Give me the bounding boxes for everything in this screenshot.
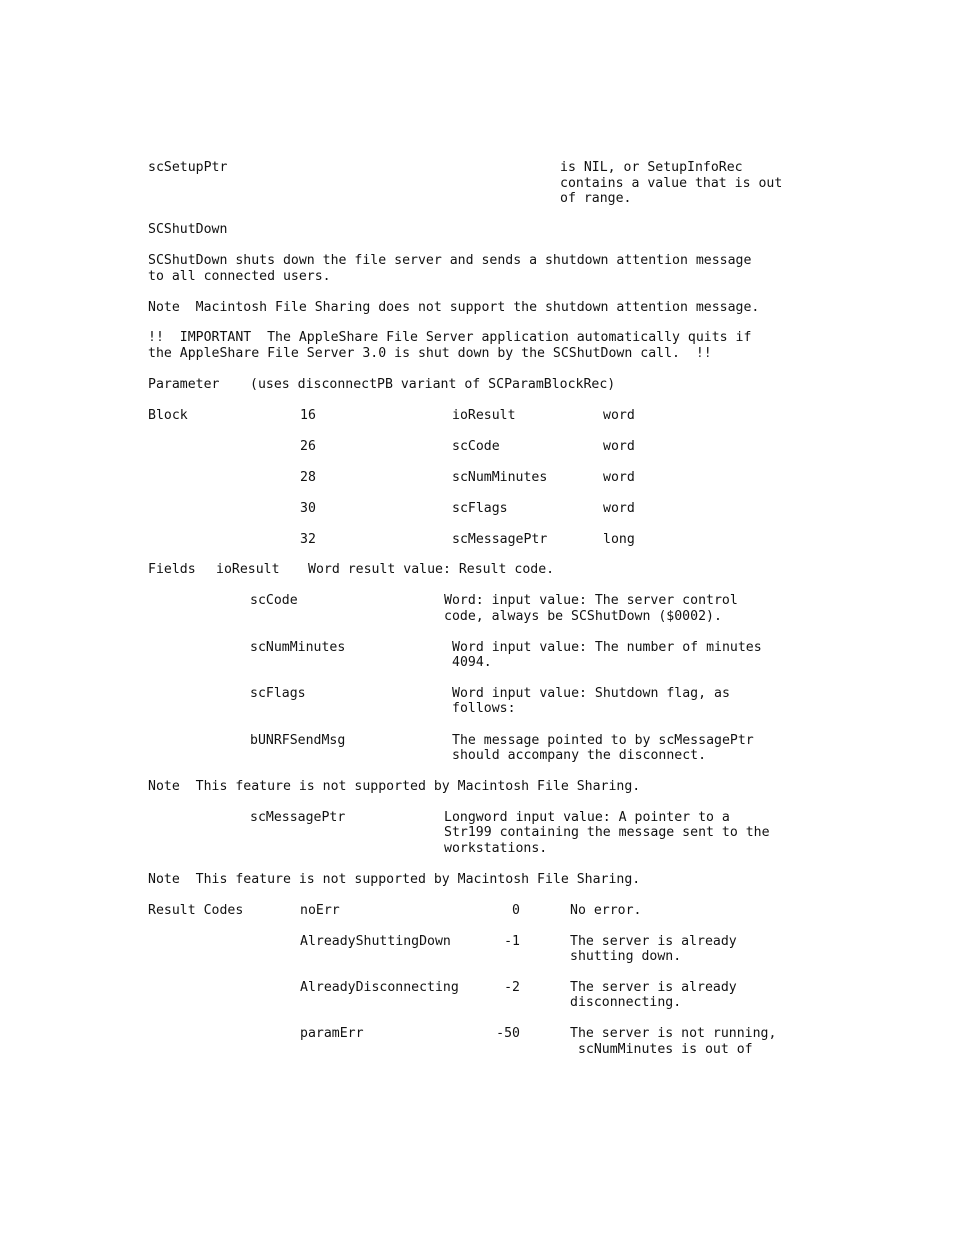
intro-line: SCShutDown shuts down the file server and sends a shutdown attention message [148, 253, 752, 268]
field-desc-line: Word input value: Shutdown flag, as [452, 686, 730, 701]
important-line: the AppleShare File Server 3.0 is shut down by the SCShutDown call. !! [148, 346, 712, 361]
block-field-type: word [603, 470, 635, 485]
field-name: ioResult [216, 562, 280, 577]
param-desc-line: is NIL, or SetupInfoRec [560, 160, 743, 175]
result-code-desc: No error. [570, 903, 642, 918]
fields-label: Fields [148, 562, 196, 577]
result-code-desc: disconnecting. [570, 995, 682, 1010]
field-desc-line: Word: input value: The server control [444, 593, 738, 608]
result-code-value: -1 [504, 934, 520, 949]
result-code-name: AlreadyDisconnecting [300, 980, 459, 995]
field-desc-line: Str199 containing the message sent to the [444, 825, 770, 840]
field-desc-line: The message pointed to by scMessagePtr [452, 733, 754, 748]
block-offset: 32 [300, 532, 316, 547]
block-label: Block [148, 408, 188, 423]
result-code-desc: scNumMinutes is out of [570, 1042, 753, 1057]
field-name: bUNRFSendMsg [250, 733, 346, 748]
param-desc-line: of range. [560, 191, 632, 206]
result-code-desc: The server is not running, [570, 1026, 777, 1041]
block-field-name: scCode [452, 439, 500, 454]
field-name: scNumMinutes [250, 640, 346, 655]
section-title: SCShutDown [148, 222, 228, 237]
result-code-value: -50 [496, 1026, 520, 1041]
block-field-type: word [603, 501, 635, 516]
parameter-desc: (uses disconnectPB variant of SCParamBlockRec) [250, 377, 616, 392]
block-field-name: scFlags [452, 501, 508, 516]
block-offset: 16 [300, 408, 316, 423]
block-field-name: ioResult [452, 408, 516, 423]
field-name: scCode [250, 593, 298, 608]
field-name: scFlags [250, 686, 306, 701]
result-code-name: noErr [300, 903, 340, 918]
result-code-name: AlreadyShuttingDown [300, 934, 451, 949]
result-code-value: -2 [504, 980, 520, 995]
result-code-name: paramErr [300, 1026, 364, 1041]
param-name-scsetupptr: scSetupPtr [148, 160, 228, 175]
note-text: Note Macintosh File Sharing does not support the shutdown attention message. [148, 300, 760, 315]
important-line: !! IMPORTANT The AppleShare File Server application automatically quits if [148, 330, 752, 345]
block-field-type: word [603, 408, 635, 423]
intro-line: to all connected users. [148, 269, 331, 284]
result-code-desc: shutting down. [570, 949, 682, 964]
field-desc-line: code, always be SCShutDown ($0002). [444, 609, 722, 624]
block-field-type: long [603, 532, 635, 547]
result-codes-label: Result Codes [148, 903, 244, 918]
param-desc-line: contains a value that is out [560, 176, 783, 191]
result-code-desc: The server is already [570, 980, 737, 995]
result-code-desc: The server is already [570, 934, 737, 949]
block-field-type: word [603, 439, 635, 454]
block-field-name: scNumMinutes [452, 470, 548, 485]
block-field-name: scMessagePtr [452, 532, 548, 547]
field-desc-line: Longword input value: A pointer to a [444, 810, 730, 825]
field-desc-line: Word input value: The number of minutes [452, 640, 762, 655]
result-code-value: 0 [512, 903, 520, 918]
block-offset: 30 [300, 501, 316, 516]
field-name: scMessagePtr [250, 810, 346, 825]
field-desc-line: follows: [452, 701, 516, 716]
field-desc-line: 4094. [452, 655, 492, 670]
note-text: Note This feature is not supported by Macintosh File Sharing. [148, 872, 641, 887]
block-offset: 26 [300, 439, 316, 454]
parameter-label: Parameter [148, 377, 220, 392]
field-desc-line: workstations. [444, 841, 548, 856]
field-desc-line: Word result value: Result code. [308, 562, 555, 577]
block-offset: 28 [300, 470, 316, 485]
note-text: Note This feature is not supported by Macintosh File Sharing. [148, 779, 641, 794]
field-desc-line: should accompany the disconnect. [452, 748, 707, 763]
